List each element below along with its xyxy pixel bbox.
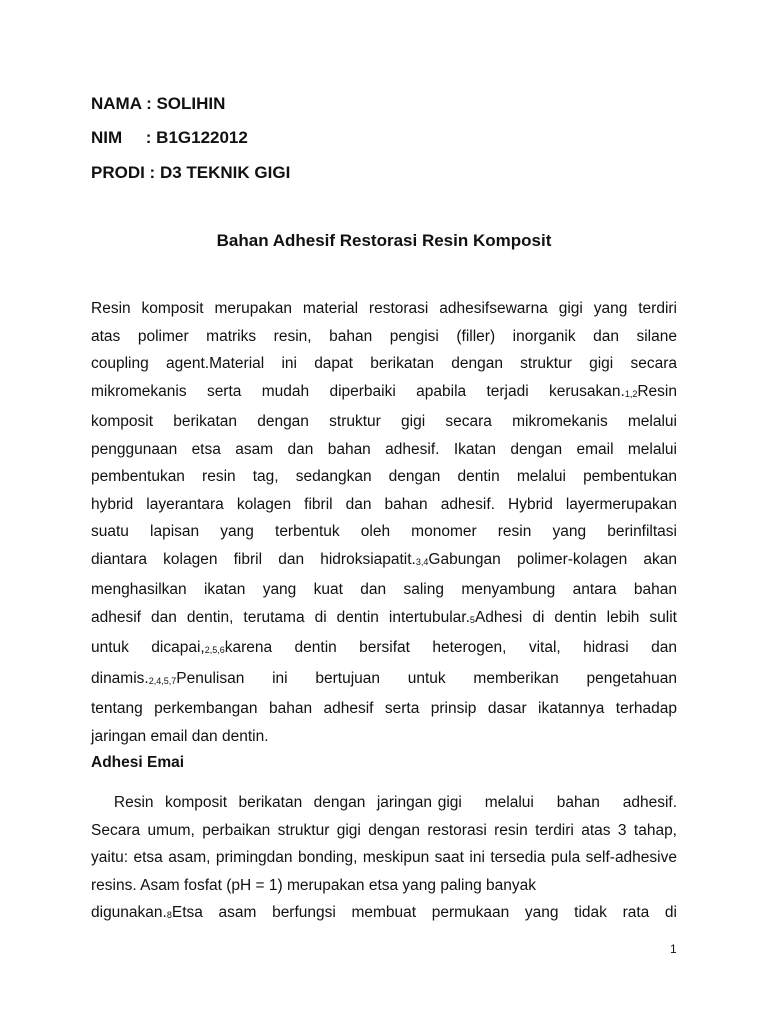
text-line: Resin komposit berikatan dengan jaringan gigi melalui bahan adhesif. <box>91 794 678 811</box>
text-line <box>91 665 677 696</box>
study-program: PRODI : D3 TEKNIK GIGI <box>91 163 291 182</box>
document-title: Bahan Adhesif Restorasi Resin Komposit <box>216 231 552 250</box>
page-number: 1 <box>670 942 677 956</box>
text-line <box>91 634 677 665</box>
text-line: suatu lapisan yang terbentuk oleh monomer resin yang berinfiltasi <box>91 523 677 540</box>
text-fragment: Adhesi di dentin lebih sulit <box>474 608 677 626</box>
section-heading: Adhesi Emai <box>91 754 185 771</box>
citation-ref: 1,2 <box>624 388 638 399</box>
student-name: NAMA : SOLIHIN <box>91 94 226 113</box>
text-line: komposit berikatan dengan struktur gigi secara mikromekanis melalui <box>91 413 677 430</box>
text-fragment: Gabungan polimer-kolagen akan <box>428 550 678 568</box>
text-fragment: Penulisan ini bertujuan untuk memberikan pengetahuan <box>176 669 677 687</box>
citation-ref: 3,4 <box>415 556 429 567</box>
text-line: tentang perkembangan bahan adhesif serta prinsip dasar ikatannya terhadap <box>91 700 677 717</box>
text-line <box>91 604 677 635</box>
text-line: Resin komposit merupakan material restorasi adhesifsewarna gigi yang terdiri <box>91 300 677 317</box>
text-line: coupling agent.Material ini dapat berikatan dengan struktur gigi secara <box>91 355 677 372</box>
citation-ref: 2,5,6 <box>204 645 225 655</box>
text-line: menghasilkan ikatan yang kuat dan saling menyambung antara bahan <box>91 581 677 598</box>
text-fragment: dinamis. <box>91 669 149 687</box>
text-line <box>91 546 677 577</box>
text-fragment: mikromekanis serta mudah diperbaiki apabila terjadi kerusakan. <box>91 382 625 400</box>
text-fragment: digunakan. <box>91 904 167 921</box>
text-line: atas polimer matriks resin, bahan pengisi (filler) inorganik dan silane <box>91 327 677 345</box>
text-fragment: Etsa asam berfungsi membuat permukaan yang tidak rata di <box>171 904 677 921</box>
text-line: resins. Asam fosfat (pH = 1) merupakan etsa yang paling banyak <box>91 876 537 894</box>
text-line: hybrid layerantara kolagen fibril dan bahan adhesif. Hybrid layermerupakan <box>91 495 677 513</box>
text-fragment: diantara kolagen fibril dan hidroksiapatit. <box>91 550 416 568</box>
text-fragment: untuk dicapai, <box>91 639 205 656</box>
text-line: pembentukan resin tag, sedangkan dengan dentin melalui pembentukan <box>91 468 677 485</box>
text-line <box>91 378 677 409</box>
citation-ref: 5 <box>469 614 475 625</box>
text-line: yaitu: etsa asam, primingdan bonding, meskipun saat ini tersedia pula self-adhesive <box>91 849 677 866</box>
text-line: jaringan email dan dentin. <box>91 727 269 745</box>
text-fragment: karena dentin bersifat heterogen, vital, hidrasi dan <box>224 639 677 656</box>
text-line: Secara umum, perbaikan struktur gigi dengan restorasi resin terdiri atas 3 tahap, <box>91 821 677 839</box>
text-fragment: Resin <box>637 382 677 400</box>
paragraph-adhesi-email <box>91 789 677 930</box>
paragraph-intro <box>91 295 677 750</box>
text-fragment: adhesif dan dentin, terutama di dentin intertubular. <box>91 608 470 626</box>
citation-ref: 8 <box>166 910 172 920</box>
text-line <box>91 899 677 930</box>
citation-ref: 2,4,5,7 <box>148 675 177 686</box>
text-line: penggunaan etsa asam dan bahan adhesif. Ikatan dengan email melalui <box>91 440 677 458</box>
student-nim: NIM : B1G122012 <box>91 128 248 147</box>
